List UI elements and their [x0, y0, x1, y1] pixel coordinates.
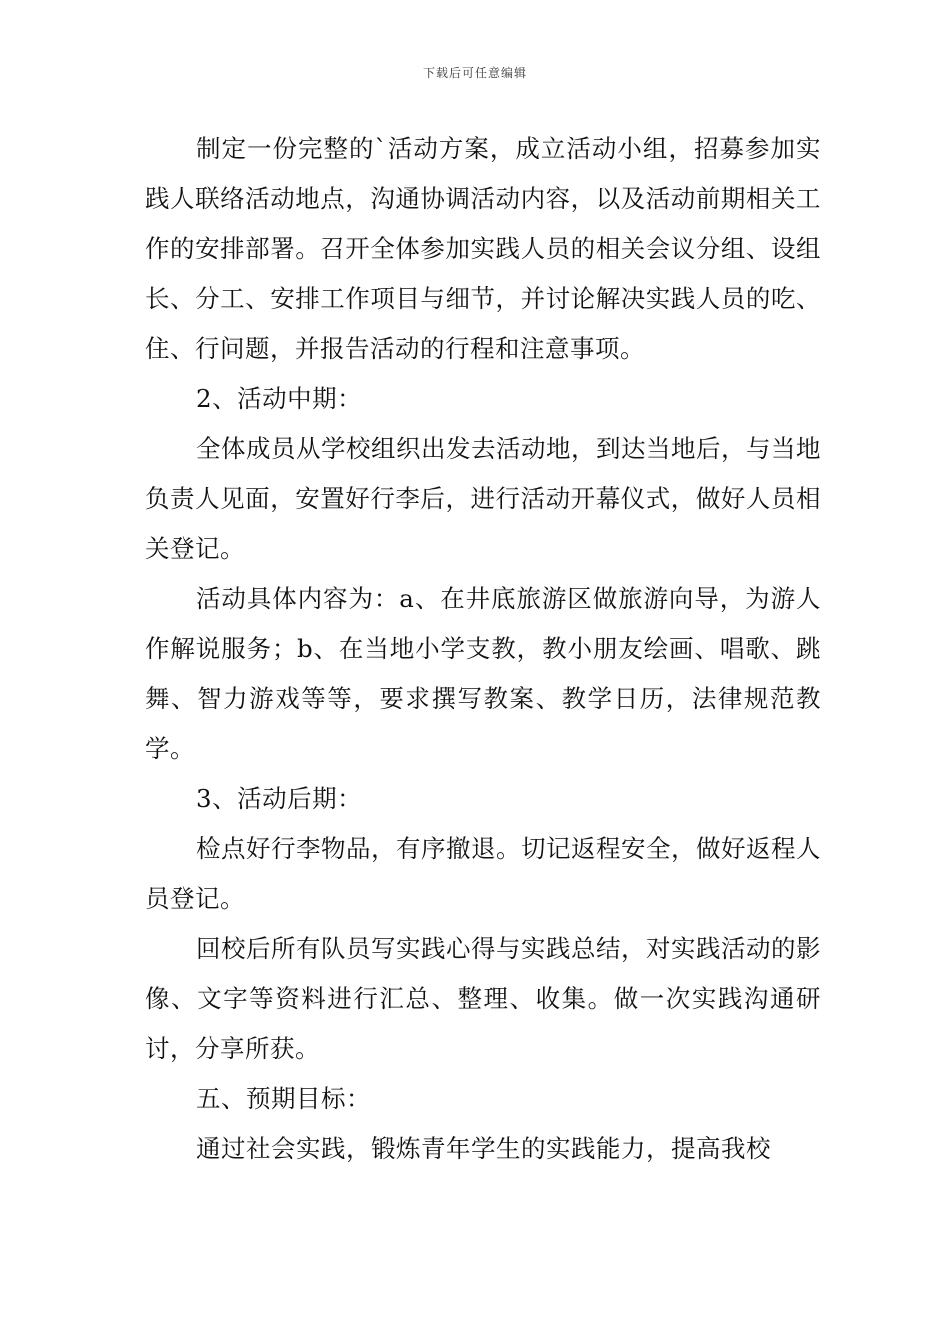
heading-expected-goals: 五、预期目标： [196, 1084, 371, 1113]
heading-activity-middle: 2、活动中期： [196, 384, 363, 413]
paragraph-goals: 通过社会实践，锻炼青年学生的实践能力，提高我校 [196, 1134, 771, 1163]
document-body [145, 124, 821, 1174]
paragraph-arrival: 全体成员从学校组织出发去活动地，到达当地后，与当地负责人见面，安置好行李后，进行活动开幕仪式，做好人员相关登记。 [145, 434, 821, 563]
paragraph-activity-plan: 制定一份完整的`活动方案，成立活动小组，招募参加实践人联络活动地点，沟通协调活动内容，以及活动前期相关工作的安排部署。召开全体参加实践人员的相关会议分组、设组长、分工、安排工作项目与细节，并讨论解决实践人员的吃、住、行问题，并报告活动的行程和注意事项。 [145, 134, 821, 363]
paragraph-activity-content: 活动具体内容为：a、在井底旅游区做旅游向导，为游人作解说服务；b、在当地小学支教，教小朋友绘画、唱歌、跳舞、智力游戏等等，要求撰写教案、教学日历，法律规范教学。 [145, 584, 821, 763]
page-header: 下载后可任意编辑 [422, 66, 527, 80]
heading-activity-late: 3、活动后期： [196, 784, 363, 813]
paragraph-summary: 回校后所有队员写实践心得与实践总结，对实践活动的影像、文字等资料进行汇总、整理、收集。做一次实践沟通研讨，分享所获。 [145, 934, 821, 1063]
paragraph-return: 检点好行李物品，有序撤退。切记返程安全，做好返程人员登记。 [145, 834, 821, 913]
